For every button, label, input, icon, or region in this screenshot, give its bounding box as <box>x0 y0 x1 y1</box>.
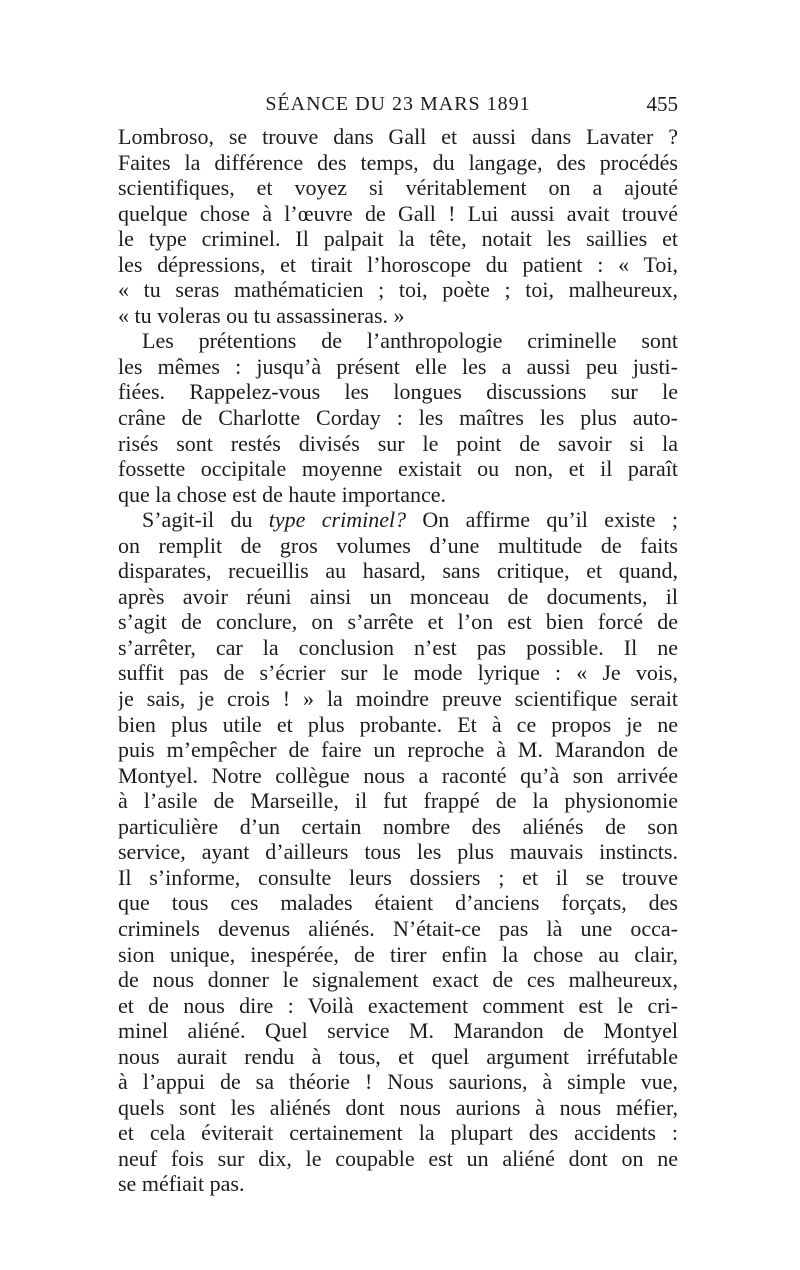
text-line: risés sont restés divisés sur le point de savoir si la <box>118 430 678 456</box>
text-line: quelque chose à l’œuvre de Gall ! Lui aussi avait trouvé <box>118 200 678 226</box>
text-line: que la chose est de haute importance. <box>118 481 447 507</box>
text-line: de nous donner le signalement exact de ces malheureux, <box>118 967 678 993</box>
text-line: nous aurait rendu à tous, et quel argument irréfutable <box>118 1043 678 1069</box>
text-line: les mêmes : jusqu’à présent elle les a aussi peu justi- <box>118 353 678 379</box>
text-line: et cela éviterait certainement la plupart des accidents : <box>118 1120 678 1146</box>
text-line: minel aliéné. Quel service M. Marandon de Montyel <box>118 1018 678 1044</box>
text-line: je sais, je crois ! » la moindre preuve scientifique serait <box>118 686 678 712</box>
text-line: les dépressions, et tirait l’horoscope du patient : « Toi, <box>118 251 678 277</box>
text-line: s’agit de conclure, on s’arrête et l’on est bien forcé de <box>118 609 678 635</box>
text-line: puis m’empêcher de faire un reproche à M. Marandon de <box>118 737 678 763</box>
text-line: Faites la différence des temps, du langage, des procédés <box>118 149 678 175</box>
running-title: SÉANCE DU 23 MARS 1891 <box>265 93 531 115</box>
text-line: à l’appui de sa théorie ! Nous saurions, à simple vue, <box>118 1069 678 1095</box>
text-line: quels sont les aliénés dont nous aurions à nous méfier, <box>118 1094 678 1120</box>
text-line: Les prétentions de l’anthropologie criminelle sont <box>142 328 678 354</box>
text-line <box>118 507 678 533</box>
text-line: suffit pas de s’écrier sur le mode lyrique : « Je vois, <box>118 660 678 686</box>
text-line: fiées. Rappelez-vous les longues discussions sur le <box>118 379 678 405</box>
text-line: sion unique, inespérée, de tirer enfin la chose au clair, <box>118 941 678 967</box>
text-line: et de nous dire : Voilà exactement comment est le cri- <box>118 992 678 1018</box>
text-line: s’arrêter, car la conclusion n’est pas possible. Il ne <box>118 634 678 660</box>
text-line: scientifiques, et voyez si véritablement on a ajouté <box>118 175 678 201</box>
text-line: fossette occipitale moyenne existait ou non, et il paraît <box>118 456 678 482</box>
text-fragment: On affirme qu’il existe ; <box>406 507 678 533</box>
text-line: disparates, recueillis au hasard, sans critique, et quand, <box>118 558 678 584</box>
text-line: particulière d’un certain nombre des aliénés de son <box>118 813 678 839</box>
text-line: service, ayant d’ailleurs tous les plus mauvais instincts. <box>118 839 678 865</box>
text-fragment: S’agit-il du <box>142 507 269 533</box>
text-line: se méfiait pas. <box>118 1171 245 1197</box>
text-line: on remplit de gros volumes d’une multitude de faits <box>118 532 678 558</box>
text-line: Montyel. Notre collègue nous a raconté qu’à son arrivée <box>118 762 678 788</box>
body-text <box>118 124 678 1197</box>
text-line: Lombroso, se trouve dans Gall et aussi dans Lavater ? <box>118 124 678 149</box>
text-line: le type criminel. Il palpait la tête, notait les saillies et <box>118 226 678 252</box>
text-line: « tu seras mathématicien ; toi, poète ; toi, malheureux, <box>118 277 678 303</box>
page-number: 455 <box>646 92 678 116</box>
text-line: criminels devenus aliénés. N’était-ce pas là une occa- <box>118 915 678 941</box>
text-line: à l’asile de Marseille, il fut frappé de la physionomie <box>118 788 678 814</box>
italic-phrase: type criminel? <box>268 507 407 533</box>
running-head <box>118 92 678 116</box>
text-line: neuf fois sur dix, le coupable est un aliéné dont on ne <box>118 1145 678 1171</box>
text-line: après avoir réuni ainsi un monceau de documents, il <box>118 583 678 609</box>
text-line: crâne de Charlotte Corday : les maîtres les plus auto- <box>118 405 678 431</box>
text-line: « tu voleras ou tu assassineras. » <box>118 302 405 328</box>
text-line: que tous ces malades étaient d’anciens forçats, des <box>118 890 678 916</box>
text-line: bien plus utile et plus probante. Et à ce propos je ne <box>118 711 678 737</box>
text-line: Il s’informe, consulte leurs dossiers ; et il se trouve <box>118 864 678 890</box>
